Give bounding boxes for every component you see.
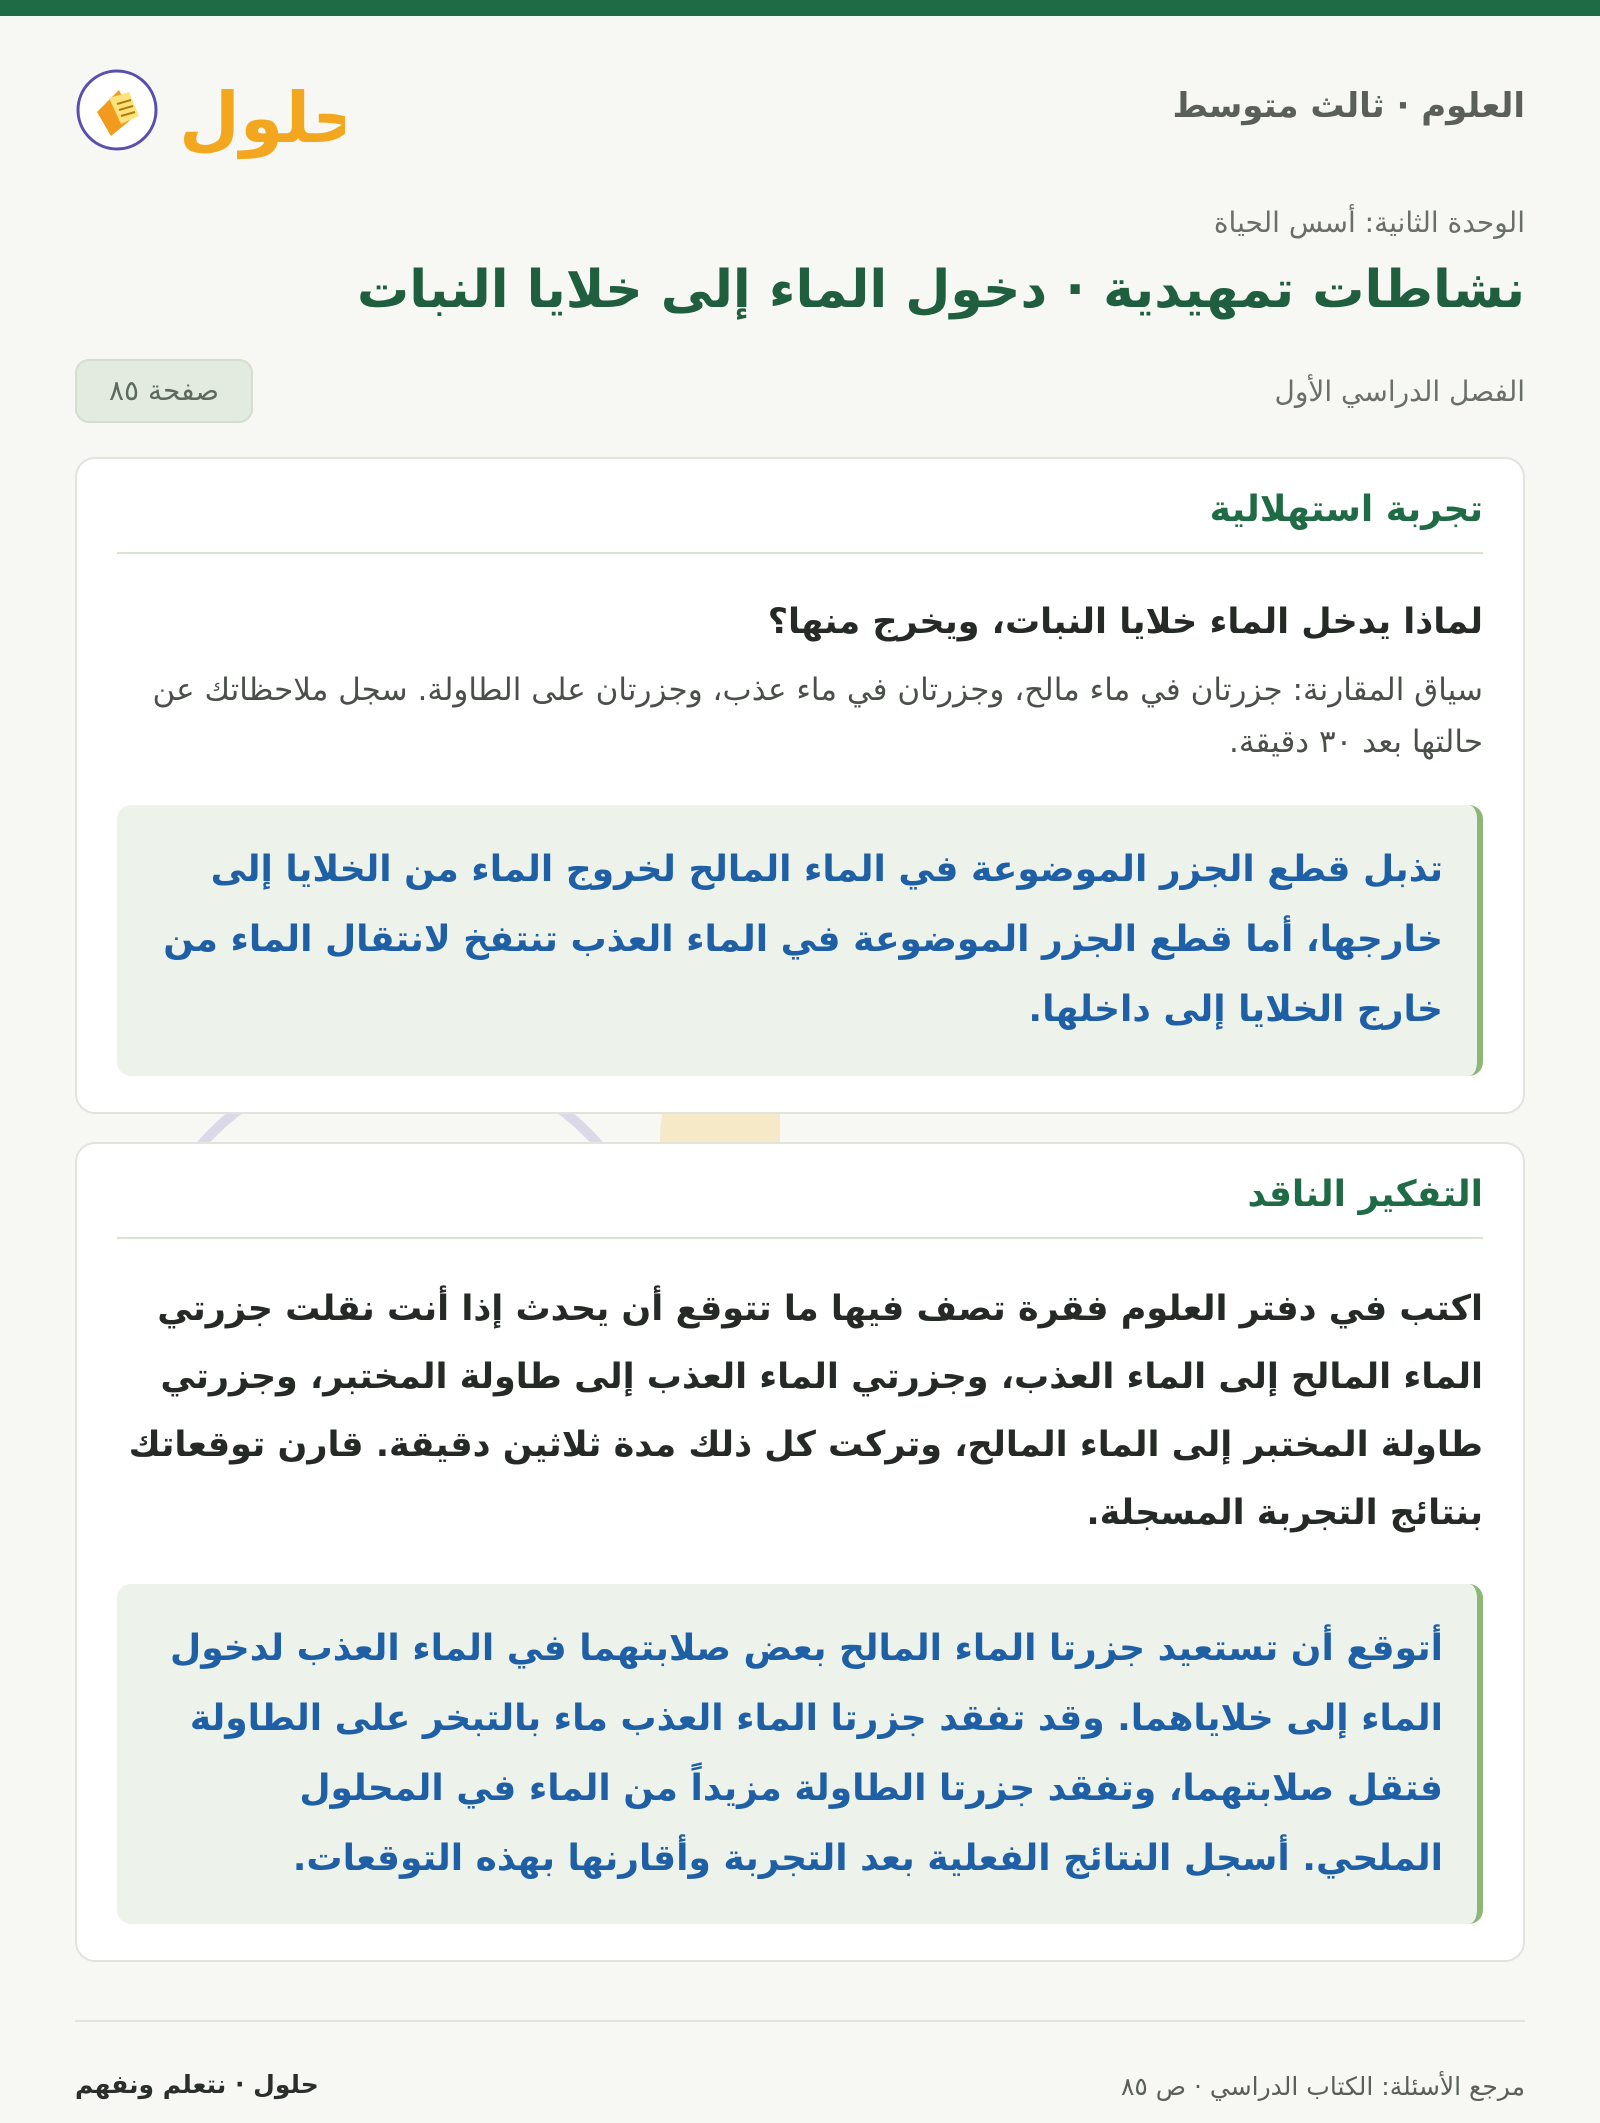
- unit-label: الوحدة الثانية: أسس الحياة: [1213, 206, 1525, 239]
- hulool-logo[interactable]: [75, 54, 345, 164]
- footer-reference: مرجع الأسئلة: الكتاب الدراسي · ص ٨٥: [1120, 2072, 1525, 2101]
- answer-box: تذبل قطع الجزر الموضوعة في الماء المالح لخروج الماء من الخلايا إلى خارجها، أما قطع الجزر الموضوعة في الماء العذب تنتفخ لانتقال الماء من خارج الخلايا إلى داخلها.: [117, 805, 1483, 1076]
- logo-icon: [75, 54, 345, 164]
- footer-brand[interactable]: حلول · نتعلم ونفهم: [75, 2070, 319, 2099]
- page-number-badge[interactable]: صفحة ٨٥: [75, 359, 253, 423]
- meta-row: [75, 339, 1525, 429]
- context-text: سياق المقارنة: جزرتان في ماء مالح، وجزرتان في ماء عذب، وجزرتان على الطاولة. سجل ملاحظاتك عن حالتها بعد ٣٠ دقيقة.: [152, 671, 1483, 761]
- card-heading: تجربة استهلالية: [117, 489, 1483, 554]
- answer-box: أتوقع أن تستعيد جزرتا الماء المالح بعض صلابتهما في الماء العذب لدخول الماء إلى خلاياهما. وقد تفقد جزرتا الماء العذب ماء بالتبخر على الطاولة فتقل صلابتهما، وتفقد جزرتا الطاولة مزيداً من الماء في المحلول الملحي. أسجل النتائج الفعلية بعد التجربة وأقارنها بهذه التوقعات.: [117, 1584, 1483, 1925]
- question-text: لماذا يدخل الماء خلايا النبات، ويخرج منها؟: [767, 601, 1483, 642]
- subject-grade: العلوم · ثالث متوسط: [1172, 86, 1525, 126]
- critical-thinking-card: [75, 1142, 1525, 1963]
- page-title: نشاطات تمهيدية · دخول الماء إلى خلايا النبات: [357, 260, 1525, 320]
- svg-text:حلول: حلول: [179, 77, 345, 159]
- page-header: [75, 16, 1525, 176]
- top-accent-bar: [0, 0, 1600, 16]
- semester-label: الفصل الدراسي الأول: [1274, 374, 1525, 408]
- question-text: اكتب في دفتر العلوم فقرة تصف فيها ما تتوقع أن يحدث إذا أنت نقلت جزرتي الماء المالح إلى الماء العذب، وجزرتي الماء العذب إلى طاولة المختبر، وجزرتي طاولة المختبر إلى الماء المالح، وتركت كل ذلك مدة ثلاثين دقيقة. قارن توقعاتك بنتائج التجربة المسجلة.: [128, 1288, 1483, 1534]
- card-heading: التفكير الناقد: [117, 1174, 1483, 1239]
- exploratory-activity-card: [75, 457, 1525, 1114]
- page-footer: [75, 2020, 1525, 2100]
- page-content: [75, 16, 1525, 1962]
